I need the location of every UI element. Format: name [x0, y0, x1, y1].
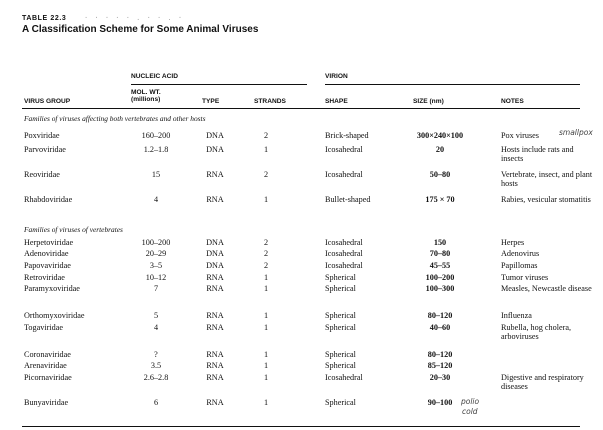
- scan-smudge: · · · · · . · · . ·: [84, 14, 184, 22]
- table-label: TABLE 22.3: [22, 15, 67, 22]
- cell-molwt: 160–200: [141, 131, 171, 140]
- cell-group: Parvoviridae: [24, 145, 66, 154]
- cell-notes: Influenza: [501, 311, 532, 320]
- strands-header: STRANDS: [254, 98, 286, 105]
- cell-group: Herpetoviridae: [24, 238, 74, 247]
- cell-molwt: 15: [151, 170, 161, 179]
- cell-size: 40–60: [429, 323, 451, 332]
- cell-type: DNA: [206, 261, 224, 270]
- bottom-rule: [22, 426, 580, 427]
- cell-shape: Icosahedral: [325, 373, 363, 382]
- cell-notes: Vertebrate, insect, and plant hosts: [501, 170, 593, 188]
- nucleic-acid-rule: [131, 84, 307, 85]
- cell-molwt: 2.6–2.8: [143, 373, 169, 382]
- cell-strands: 1: [263, 350, 269, 359]
- cell-notes: Digestive and respiratory diseases: [501, 373, 584, 391]
- cell-molwt: 6: [153, 398, 159, 407]
- cell-type: RNA: [206, 311, 224, 320]
- cell-shape: Icosahedral: [325, 238, 363, 247]
- cell-size: 150: [433, 238, 447, 247]
- cell-molwt: 3.5: [150, 361, 162, 370]
- mol-wt-unit: (millions): [131, 96, 161, 103]
- cell-type: RNA: [206, 195, 224, 204]
- cell-size: 85–120: [427, 361, 453, 370]
- cell-strands: 1: [263, 311, 269, 320]
- cell-shape: Spherical: [325, 284, 356, 293]
- cell-molwt: 10–12: [145, 273, 167, 282]
- shape-header: SHAPE: [325, 98, 348, 105]
- cell-group: Retroviridae: [24, 273, 65, 282]
- cell-molwt: 100–200: [141, 238, 171, 247]
- cell-molwt: ?: [154, 350, 158, 359]
- cell-shape: Spherical: [325, 398, 356, 407]
- cell-strands: 2: [263, 131, 269, 140]
- cell-strands: 1: [263, 145, 269, 154]
- cell-group: Papovaviridae: [24, 261, 71, 270]
- cell-strands: 1: [263, 323, 269, 332]
- size-header: SIZE (nm): [413, 98, 444, 105]
- cell-strands: 1: [263, 361, 269, 370]
- cell-strands: 2: [263, 238, 269, 247]
- cell-type: RNA: [206, 398, 224, 407]
- cell-size: 300×240×100: [416, 131, 464, 140]
- header-rule: [22, 108, 580, 109]
- cell-shape: Spherical: [325, 311, 356, 320]
- cell-group: Bunyaviridae: [24, 398, 69, 407]
- cell-shape: Bullet-shaped: [325, 195, 371, 204]
- cell-notes: Rabies, vesicular stomatitis: [501, 195, 591, 204]
- cell-notes: Hosts include rats and insects: [501, 145, 574, 163]
- cell-type: RNA: [206, 361, 224, 370]
- cell-molwt: 1.2–1.8: [143, 145, 169, 154]
- cell-notes: Papillomas: [501, 261, 538, 270]
- cell-group: Poxviridae: [24, 131, 60, 140]
- handwritten-note-cold: cold: [462, 407, 478, 416]
- cell-type: DNA: [206, 238, 224, 247]
- cell-type: RNA: [206, 373, 224, 382]
- cell-shape: Spherical: [325, 350, 356, 359]
- cell-size: 100–300: [425, 284, 455, 293]
- cell-molwt: 4: [153, 195, 159, 204]
- section-vertebrates: Families of viruses of vertebrates: [24, 225, 123, 234]
- cell-notes: Pox viruses: [501, 131, 539, 140]
- cell-group: Rhabdoviridae: [24, 195, 73, 204]
- cell-shape: Icosahedral: [325, 249, 363, 258]
- cell-shape: Spherical: [325, 273, 356, 282]
- cell-size: 70–80: [429, 249, 451, 258]
- cell-notes: Rubella, hog cholera, arboviruses: [501, 323, 572, 341]
- cell-shape: Icosahedral: [325, 261, 363, 270]
- cell-strands: 1: [263, 195, 269, 204]
- cell-type: RNA: [206, 323, 224, 332]
- cell-group: Paramyxoviridae: [24, 284, 80, 293]
- cell-size: 175 × 70: [425, 195, 455, 204]
- cell-size: 90–100: [427, 398, 453, 407]
- cell-strands: 1: [263, 398, 269, 407]
- cell-size: 20: [435, 145, 445, 154]
- cell-shape: Spherical: [325, 361, 356, 370]
- cell-size: 50–80: [429, 170, 451, 179]
- cell-type: RNA: [206, 273, 224, 282]
- handwritten-note-polio: polio: [461, 397, 480, 406]
- cell-molwt: 5: [153, 311, 159, 320]
- cell-size: 45–55: [429, 261, 451, 270]
- cell-size: 80–120: [427, 311, 453, 320]
- cell-molwt: 7: [153, 284, 159, 293]
- cell-group: Togaviridae: [24, 323, 63, 332]
- cell-strands: 1: [263, 284, 269, 293]
- cell-type: RNA: [206, 170, 224, 179]
- cell-group: Adenoviridae: [24, 249, 69, 258]
- cell-type: DNA: [206, 249, 224, 258]
- virus-group-header: VIRUS GROUP: [24, 98, 71, 105]
- cell-size: 100–200: [425, 273, 455, 282]
- nucleic-acid-header: NUCLEIC ACID: [131, 73, 179, 80]
- cell-size: 80–120: [427, 350, 453, 359]
- virion-rule: [325, 84, 580, 85]
- section-both-hosts: Families of viruses affecting both vertebrates and other hosts: [24, 114, 206, 123]
- cell-type: RNA: [206, 284, 224, 293]
- cell-molwt: 4: [153, 323, 159, 332]
- handwritten-note-smallpox: smallpox: [559, 128, 593, 137]
- cell-strands: 2: [263, 249, 269, 258]
- cell-molwt: 3–5: [149, 261, 163, 270]
- cell-group: Coronaviridae: [24, 350, 71, 359]
- cell-size: 20–30: [429, 373, 451, 382]
- notes-header: NOTES: [501, 98, 524, 105]
- cell-strands: 2: [263, 170, 269, 179]
- cell-type: DNA: [206, 145, 224, 154]
- table-title: A Classification Scheme for Some Animal Viruses: [22, 24, 259, 35]
- cell-shape: Brick-shaped: [325, 131, 369, 140]
- virion-header: VIRION: [325, 73, 348, 80]
- cell-notes: Measles, Newcastle disease: [501, 284, 592, 293]
- cell-notes: Herpes: [501, 238, 525, 247]
- cell-notes: Tumor viruses: [501, 273, 549, 282]
- type-header: TYPE: [202, 98, 220, 105]
- cell-type: DNA: [206, 131, 224, 140]
- cell-shape: Icosahedral: [325, 145, 363, 154]
- cell-shape: Spherical: [325, 323, 356, 332]
- cell-molwt: 20–29: [145, 249, 167, 258]
- cell-strands: 2: [263, 261, 269, 270]
- cell-group: Arenaviridae: [24, 361, 67, 370]
- cell-group: Orthomyxoviridae: [24, 311, 85, 320]
- cell-notes: Adenovirus: [501, 249, 540, 258]
- cell-group: Reoviridae: [24, 170, 60, 179]
- cell-strands: 1: [263, 273, 269, 282]
- cell-shape: Icosahedral: [325, 170, 363, 179]
- mol-wt-header: MOL. WT.: [131, 89, 161, 96]
- cell-strands: 1: [263, 373, 269, 382]
- cell-type: RNA: [206, 350, 224, 359]
- cell-group: Picornaviridae: [24, 373, 72, 382]
